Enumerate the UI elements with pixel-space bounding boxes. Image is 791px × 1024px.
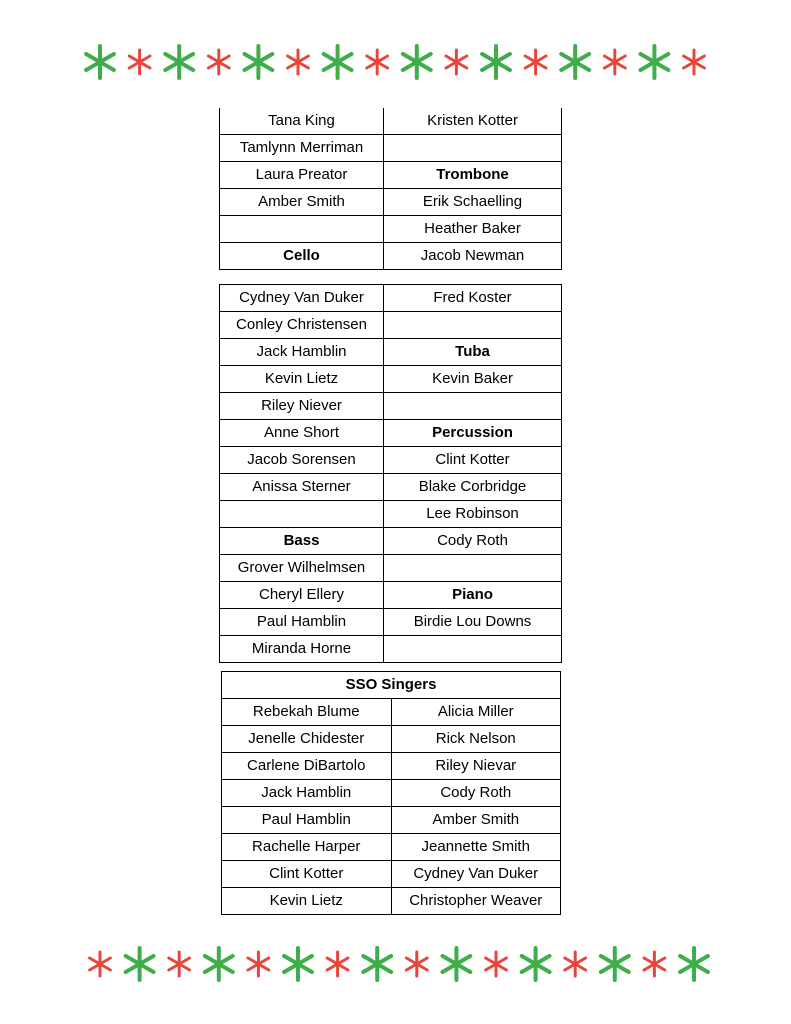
- empty-cell: [384, 312, 562, 339]
- table-row: [220, 285, 562, 312]
- star-row: [0, 40, 791, 84]
- asterisk-icon: [641, 46, 669, 78]
- table-row: [220, 312, 562, 339]
- asterisk-icon: [565, 952, 586, 976]
- asterisk-icon: [205, 948, 233, 980]
- asterisk-icon: [680, 948, 708, 980]
- decorative-star-border-bottom: [0, 942, 791, 986]
- table-row: [222, 807, 561, 834]
- decorative-star-border-top: [0, 40, 791, 84]
- table-row: [220, 393, 562, 420]
- asterisk-icon: [446, 50, 467, 74]
- member-name-cell: Paul Hamblin: [220, 609, 384, 636]
- empty-cell: [384, 393, 562, 420]
- member-name-cell: Alicia Miller: [391, 699, 561, 726]
- asterisk-icon: [644, 952, 665, 976]
- empty-cell: [220, 501, 384, 528]
- sso-singers-table: [221, 671, 561, 915]
- member-name-cell: Paul Hamblin: [222, 807, 392, 834]
- asterisk-icon: [248, 952, 269, 976]
- table-row: [220, 108, 562, 135]
- member-name-cell: Clint Kotter: [222, 861, 392, 888]
- member-name-cell: Rebekah Blume: [222, 699, 392, 726]
- asterisk-icon: [327, 952, 348, 976]
- table-row: [220, 609, 562, 636]
- section-heading: Piano: [384, 582, 562, 609]
- member-name-cell: Jacob Sorensen: [220, 447, 384, 474]
- member-name-cell: Laura Preator: [220, 162, 384, 189]
- table-row: [222, 834, 561, 861]
- asterisk-icon: [406, 952, 427, 976]
- table-row: [222, 888, 561, 915]
- member-name-cell: Birdie Lou Downs: [384, 609, 562, 636]
- asterisk-icon: [561, 46, 589, 78]
- table-row: [220, 189, 562, 216]
- member-name-cell: Carlene DiBartolo: [222, 753, 392, 780]
- member-name-cell: Erik Schaelling: [384, 189, 562, 216]
- member-name-cell: Cody Roth: [384, 528, 562, 555]
- asterisk-icon: [284, 948, 312, 980]
- member-name-cell: Kevin Baker: [384, 366, 562, 393]
- table-row: [222, 726, 561, 753]
- singers-title: SSO Singers: [222, 672, 561, 699]
- table-row: [220, 528, 562, 555]
- table-row: [220, 135, 562, 162]
- star-row: [0, 942, 791, 986]
- asterisk-icon: [522, 948, 550, 980]
- roster-table-upper: [219, 108, 562, 270]
- member-name-cell: Conley Christensen: [220, 312, 384, 339]
- table-row: [222, 699, 561, 726]
- member-name-cell: Riley Nievar: [391, 753, 561, 780]
- asterisk-icon: [443, 948, 471, 980]
- member-name-cell: Rachelle Harper: [222, 834, 392, 861]
- asterisk-icon: [169, 952, 190, 976]
- section-heading: Percussion: [384, 420, 562, 447]
- asterisk-icon: [129, 50, 150, 74]
- member-name-cell: Jack Hamblin: [222, 780, 392, 807]
- member-name-cell: Anissa Sterner: [220, 474, 384, 501]
- empty-cell: [384, 636, 562, 663]
- member-name-cell: Grover Wilhelmsen: [220, 555, 384, 582]
- table-row: [220, 162, 562, 189]
- member-name-cell: Cheryl Ellery: [220, 582, 384, 609]
- section-heading: Trombone: [384, 162, 562, 189]
- table-row: [220, 243, 562, 270]
- member-name-cell: Tamlynn Merriman: [220, 135, 384, 162]
- asterisk-icon: [486, 952, 507, 976]
- asterisk-icon: [482, 46, 510, 78]
- member-name-cell: Heather Baker: [384, 216, 562, 243]
- asterisk-icon: [126, 948, 154, 980]
- member-name-cell: Jenelle Chidester: [222, 726, 392, 753]
- asterisk-icon: [86, 46, 114, 78]
- asterisk-icon: [324, 46, 352, 78]
- member-name-cell: Anne Short: [220, 420, 384, 447]
- asterisk-icon: [245, 46, 273, 78]
- asterisk-icon: [288, 50, 309, 74]
- table-row: [220, 501, 562, 528]
- member-name-cell: Tana King: [220, 108, 384, 135]
- table-row: [220, 555, 562, 582]
- member-name-cell: Cody Roth: [391, 780, 561, 807]
- table-row: [220, 447, 562, 474]
- member-name-cell: Amber Smith: [220, 189, 384, 216]
- asterisk-icon: [684, 50, 705, 74]
- table-row: [220, 366, 562, 393]
- member-name-cell: Blake Corbridge: [384, 474, 562, 501]
- asterisk-icon: [403, 46, 431, 78]
- member-name-cell: Kevin Lietz: [222, 888, 392, 915]
- section-heading: Cello: [220, 243, 384, 270]
- asterisk-icon: [90, 952, 111, 976]
- member-name-cell: Cydney Van Duker: [391, 861, 561, 888]
- section-heading: Bass: [220, 528, 384, 555]
- table-row: [220, 420, 562, 447]
- empty-cell: [384, 135, 562, 162]
- table-row: [222, 780, 561, 807]
- empty-cell: [384, 555, 562, 582]
- table-row: [220, 474, 562, 501]
- empty-cell: [220, 216, 384, 243]
- member-name-cell: Clint Kotter: [384, 447, 562, 474]
- member-name-cell: Miranda Horne: [220, 636, 384, 663]
- asterisk-icon: [208, 50, 229, 74]
- asterisk-icon: [525, 50, 546, 74]
- member-name-cell: Jeannette Smith: [391, 834, 561, 861]
- member-name-cell: Kevin Lietz: [220, 366, 384, 393]
- table-row: [222, 861, 561, 888]
- table-row: [220, 216, 562, 243]
- asterisk-icon: [165, 46, 193, 78]
- asterisk-icon: [604, 50, 625, 74]
- asterisk-icon: [367, 50, 388, 74]
- table-row: [220, 636, 562, 663]
- member-name-cell: Riley Niever: [220, 393, 384, 420]
- member-name-cell: Kristen Kotter: [384, 108, 562, 135]
- member-name-cell: Rick Nelson: [391, 726, 561, 753]
- table-row: [222, 753, 561, 780]
- member-name-cell: Jack Hamblin: [220, 339, 384, 366]
- singers-header-row: [222, 672, 561, 699]
- asterisk-icon: [363, 948, 391, 980]
- member-name-cell: Fred Koster: [384, 285, 562, 312]
- table-row: [220, 582, 562, 609]
- asterisk-icon: [601, 948, 629, 980]
- member-name-cell: Jacob Newman: [384, 243, 562, 270]
- roster-table-lower: [219, 284, 562, 663]
- member-name-cell: Amber Smith: [391, 807, 561, 834]
- member-name-cell: Cydney Van Duker: [220, 285, 384, 312]
- member-name-cell: Christopher Weaver: [391, 888, 561, 915]
- table-row: [220, 339, 562, 366]
- member-name-cell: Lee Robinson: [384, 501, 562, 528]
- section-heading: Tuba: [384, 339, 562, 366]
